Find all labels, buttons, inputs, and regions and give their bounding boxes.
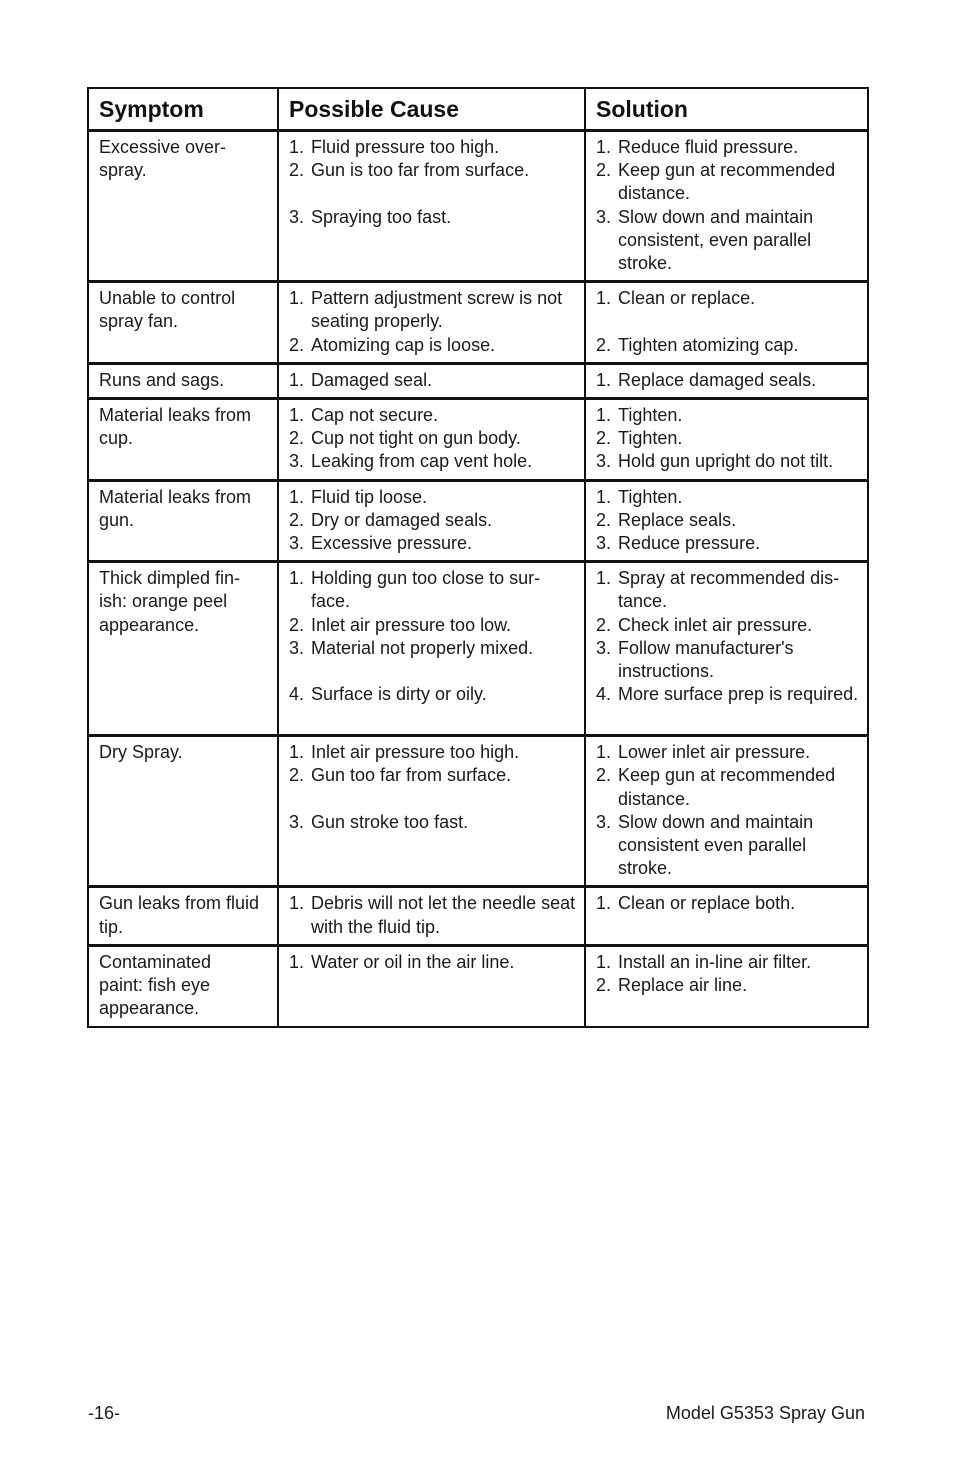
solution-number: 2. bbox=[596, 334, 612, 355]
cause-item bbox=[289, 567, 576, 613]
cause-item bbox=[289, 159, 576, 182]
symptom-cell bbox=[88, 736, 278, 887]
cause-number: 2. bbox=[289, 765, 305, 786]
symptom-cell bbox=[88, 363, 278, 398]
cause-cell bbox=[278, 736, 585, 887]
cause-text: Pattern adjustment screw is not seating properly. bbox=[311, 288, 563, 332]
solution-number: 1. bbox=[596, 893, 612, 914]
solution-item bbox=[596, 951, 859, 974]
table-row bbox=[88, 399, 868, 481]
solution-number: 1. bbox=[596, 951, 612, 972]
solution-text: Hold gun upright do not tilt. bbox=[618, 451, 834, 472]
cause-number: 1. bbox=[289, 369, 305, 390]
solution-item bbox=[596, 683, 859, 706]
solution-text: Tighten. bbox=[618, 428, 683, 449]
header-possible-cause: Possible Cause bbox=[278, 88, 585, 131]
solution-number: 2. bbox=[596, 160, 612, 181]
cause-number: 3. bbox=[289, 451, 305, 472]
cause-text: Spraying too fast. bbox=[311, 206, 452, 227]
symptom-text: Unable to control spray fan. bbox=[99, 288, 236, 332]
solution-item bbox=[596, 369, 859, 392]
cause-number: 3. bbox=[289, 811, 305, 832]
cause-number: 1. bbox=[289, 137, 305, 157]
cause-item bbox=[289, 811, 576, 834]
solution-item bbox=[596, 427, 859, 450]
table-row bbox=[88, 131, 868, 282]
solution-text: Replace air line. bbox=[618, 975, 748, 996]
solution-item bbox=[596, 509, 859, 532]
cause-item bbox=[289, 741, 576, 764]
solution-item bbox=[596, 637, 859, 683]
solution-number: 3. bbox=[596, 811, 612, 832]
cause-item bbox=[289, 404, 576, 427]
cause-item bbox=[289, 614, 576, 637]
solution-text: Tighten. bbox=[618, 486, 683, 507]
cause-item bbox=[289, 334, 576, 357]
cause-cell bbox=[278, 562, 585, 736]
line-spacer bbox=[289, 182, 576, 205]
line-spacer bbox=[289, 788, 576, 811]
solution-number: 3. bbox=[596, 637, 612, 658]
solution-text: Check inlet air pressure. bbox=[618, 614, 813, 635]
troubleshooting-table bbox=[87, 87, 869, 1028]
cause-item bbox=[289, 509, 576, 532]
solution-text: More surface prep is required. bbox=[618, 684, 859, 705]
cause-item bbox=[289, 427, 576, 450]
cause-number: 1. bbox=[289, 288, 305, 309]
solution-cell bbox=[585, 887, 868, 945]
solution-text: Clean or replace both. bbox=[618, 893, 796, 914]
cause-number: 1. bbox=[289, 893, 305, 914]
solution-number: 3. bbox=[596, 533, 612, 554]
solution-cell bbox=[585, 363, 868, 398]
symptom-text: Material leaks from gun. bbox=[99, 486, 252, 530]
solution-number: 1. bbox=[596, 742, 612, 763]
cause-cell bbox=[278, 131, 585, 282]
solution-number: 1. bbox=[596, 137, 612, 157]
symptom-cell bbox=[88, 131, 278, 282]
cause-item bbox=[289, 892, 576, 938]
solution-cell bbox=[585, 131, 868, 282]
solution-number: 4. bbox=[596, 684, 612, 705]
cause-text: Fluid tip loose. bbox=[311, 486, 428, 507]
cause-text: Cup not tight on gun body. bbox=[311, 428, 521, 449]
symptom-cell bbox=[88, 480, 278, 562]
table-row bbox=[88, 363, 868, 398]
solution-item bbox=[596, 614, 859, 637]
cause-text: Holding gun too close to sur- face. bbox=[311, 568, 541, 612]
cause-number: 2. bbox=[289, 334, 305, 355]
symptom-cell bbox=[88, 945, 278, 1027]
page-number: -16- bbox=[88, 1403, 121, 1423]
solution-item bbox=[596, 404, 859, 427]
cause-number: 4. bbox=[289, 684, 305, 705]
table-body bbox=[88, 131, 868, 1028]
solution-number: 2. bbox=[596, 509, 612, 530]
symptom-cell bbox=[88, 399, 278, 481]
solution-number: 2. bbox=[596, 975, 612, 996]
solution-cell bbox=[585, 736, 868, 887]
solution-cell bbox=[585, 399, 868, 481]
table-row bbox=[88, 736, 868, 887]
symptom-text: Thick dimpled fin- ish: orange peel appearance. bbox=[99, 568, 241, 635]
table-row bbox=[88, 562, 868, 736]
cause-number: 2. bbox=[289, 614, 305, 635]
cause-text: Gun is too far from surface. bbox=[311, 160, 530, 181]
cause-number: 1. bbox=[289, 568, 305, 589]
model-name: Model G5353 Spray Gun bbox=[665, 1403, 865, 1423]
cause-cell bbox=[278, 363, 585, 398]
cause-item bbox=[289, 369, 576, 392]
cause-number: 1. bbox=[289, 742, 305, 763]
symptom-text: Runs and sags. bbox=[99, 369, 225, 390]
solution-text: Slow down and maintain consistent even parallel stroke. bbox=[618, 811, 814, 879]
solution-text: Tighten. bbox=[618, 405, 683, 426]
table-row bbox=[88, 887, 868, 945]
cause-cell bbox=[278, 887, 585, 945]
solution-item bbox=[596, 159, 859, 205]
cause-text: Gun stroke too fast. bbox=[311, 811, 469, 832]
solution-item bbox=[596, 974, 859, 997]
cause-item bbox=[289, 287, 576, 333]
cause-text: Inlet air pressure too high. bbox=[311, 742, 520, 763]
solution-item bbox=[596, 532, 859, 555]
symptom-cell bbox=[88, 282, 278, 364]
solution-text: Reduce fluid pressure. bbox=[618, 137, 799, 157]
solution-item bbox=[596, 486, 859, 509]
solution-item bbox=[596, 764, 859, 810]
solution-number: 2. bbox=[596, 614, 612, 635]
cause-text: Excessive pressure. bbox=[311, 533, 473, 554]
solution-text: Lower inlet air pressure. bbox=[618, 742, 811, 763]
cause-text: Inlet air pressure too low. bbox=[311, 614, 512, 635]
cause-item bbox=[289, 764, 576, 787]
solution-number: 2. bbox=[596, 428, 612, 449]
solution-cell bbox=[585, 562, 868, 736]
solution-item bbox=[596, 136, 859, 159]
solution-item bbox=[596, 892, 859, 915]
symptom-text: Material leaks from cup. bbox=[99, 405, 252, 449]
solution-number: 1. bbox=[596, 486, 612, 507]
solution-number: 3. bbox=[596, 206, 612, 227]
cause-cell bbox=[278, 480, 585, 562]
cause-cell bbox=[278, 282, 585, 364]
header-symptom: Symptom bbox=[88, 88, 278, 131]
symptom-text: Contaminated paint: fish eye appearance. bbox=[99, 951, 212, 1019]
table-row bbox=[88, 282, 868, 364]
solution-number: 3. bbox=[596, 451, 612, 472]
cause-item bbox=[289, 951, 576, 974]
cause-text: Cap not secure. bbox=[311, 405, 439, 426]
solution-cell bbox=[585, 282, 868, 364]
solution-text: Reduce pressure. bbox=[618, 533, 761, 554]
cause-item bbox=[289, 486, 576, 509]
cause-text: Water or oil in the air line. bbox=[311, 951, 515, 972]
cause-text: Damaged seal. bbox=[311, 369, 433, 390]
cause-item bbox=[289, 450, 576, 473]
solution-text: Spray at recommended dis- tance. bbox=[618, 568, 840, 612]
solution-item bbox=[596, 334, 859, 357]
cause-number: 1. bbox=[289, 486, 305, 507]
table-header-row bbox=[88, 88, 868, 131]
cause-text: Dry or damaged seals. bbox=[311, 509, 493, 530]
cause-number: 3. bbox=[289, 533, 305, 554]
solution-text: Replace seals. bbox=[618, 509, 737, 530]
cause-text: Material not properly mixed. bbox=[311, 637, 534, 658]
cause-text: Surface is dirty or oily. bbox=[311, 684, 487, 705]
solution-text: Follow manufacturer's instructions. bbox=[618, 637, 794, 682]
solution-text: Tighten atomizing cap. bbox=[618, 334, 799, 355]
cause-number: 2. bbox=[289, 509, 305, 530]
solution-text: Install an in-line air filter. bbox=[618, 951, 812, 972]
cause-number: 3. bbox=[289, 206, 305, 227]
solution-number: 1. bbox=[596, 405, 612, 426]
solution-item bbox=[596, 741, 859, 764]
cause-cell bbox=[278, 399, 585, 481]
cause-number: 3. bbox=[289, 637, 305, 658]
symptom-cell bbox=[88, 887, 278, 945]
solution-number: 2. bbox=[596, 765, 612, 786]
solution-number: 1. bbox=[596, 369, 612, 390]
cause-text: Gun too far from surface. bbox=[311, 765, 512, 786]
symptom-text: Excessive over- spray. bbox=[99, 137, 227, 181]
line-spacer bbox=[596, 310, 859, 333]
cause-text: Fluid pressure too high. bbox=[311, 137, 500, 157]
solution-item bbox=[596, 567, 859, 613]
solution-item bbox=[596, 450, 859, 473]
solution-text: Replace damaged seals. bbox=[618, 369, 817, 390]
cause-item bbox=[289, 683, 576, 706]
solution-cell bbox=[585, 945, 868, 1027]
solution-cell bbox=[585, 480, 868, 562]
cause-number: 2. bbox=[289, 160, 305, 181]
cause-number: 1. bbox=[289, 951, 305, 972]
line-spacer bbox=[289, 660, 576, 683]
cause-text: Leaking from cap vent hole. bbox=[311, 451, 533, 472]
cause-text: Atomizing cap is loose. bbox=[311, 334, 496, 355]
cause-item bbox=[289, 206, 576, 229]
solution-text: Keep gun at recommended distance. bbox=[618, 160, 836, 204]
header-solution: Solution bbox=[585, 88, 868, 131]
solution-number: 1. bbox=[596, 568, 612, 589]
solution-item bbox=[596, 287, 859, 310]
solution-item bbox=[596, 206, 859, 276]
symptom-cell bbox=[88, 562, 278, 736]
cause-text: Debris will not let the needle seat with the fluid tip. bbox=[311, 893, 576, 937]
cause-item bbox=[289, 136, 576, 159]
cause-cell bbox=[278, 945, 585, 1027]
solution-text: Clean or replace. bbox=[618, 288, 756, 309]
symptom-text: Dry Spray. bbox=[99, 742, 183, 763]
cause-item bbox=[289, 637, 576, 660]
solution-text: Slow down and maintain consistent, even parallel stroke. bbox=[618, 206, 814, 274]
cause-number: 1. bbox=[289, 405, 305, 426]
cause-number: 2. bbox=[289, 428, 305, 449]
symptom-text: Gun leaks from fluid tip. bbox=[99, 893, 260, 937]
solution-item bbox=[596, 811, 859, 881]
cause-item bbox=[289, 532, 576, 555]
table-row bbox=[88, 945, 868, 1027]
solution-number: 1. bbox=[596, 288, 612, 309]
table-row bbox=[88, 480, 868, 562]
solution-text: Keep gun at recommended distance. bbox=[618, 765, 836, 809]
